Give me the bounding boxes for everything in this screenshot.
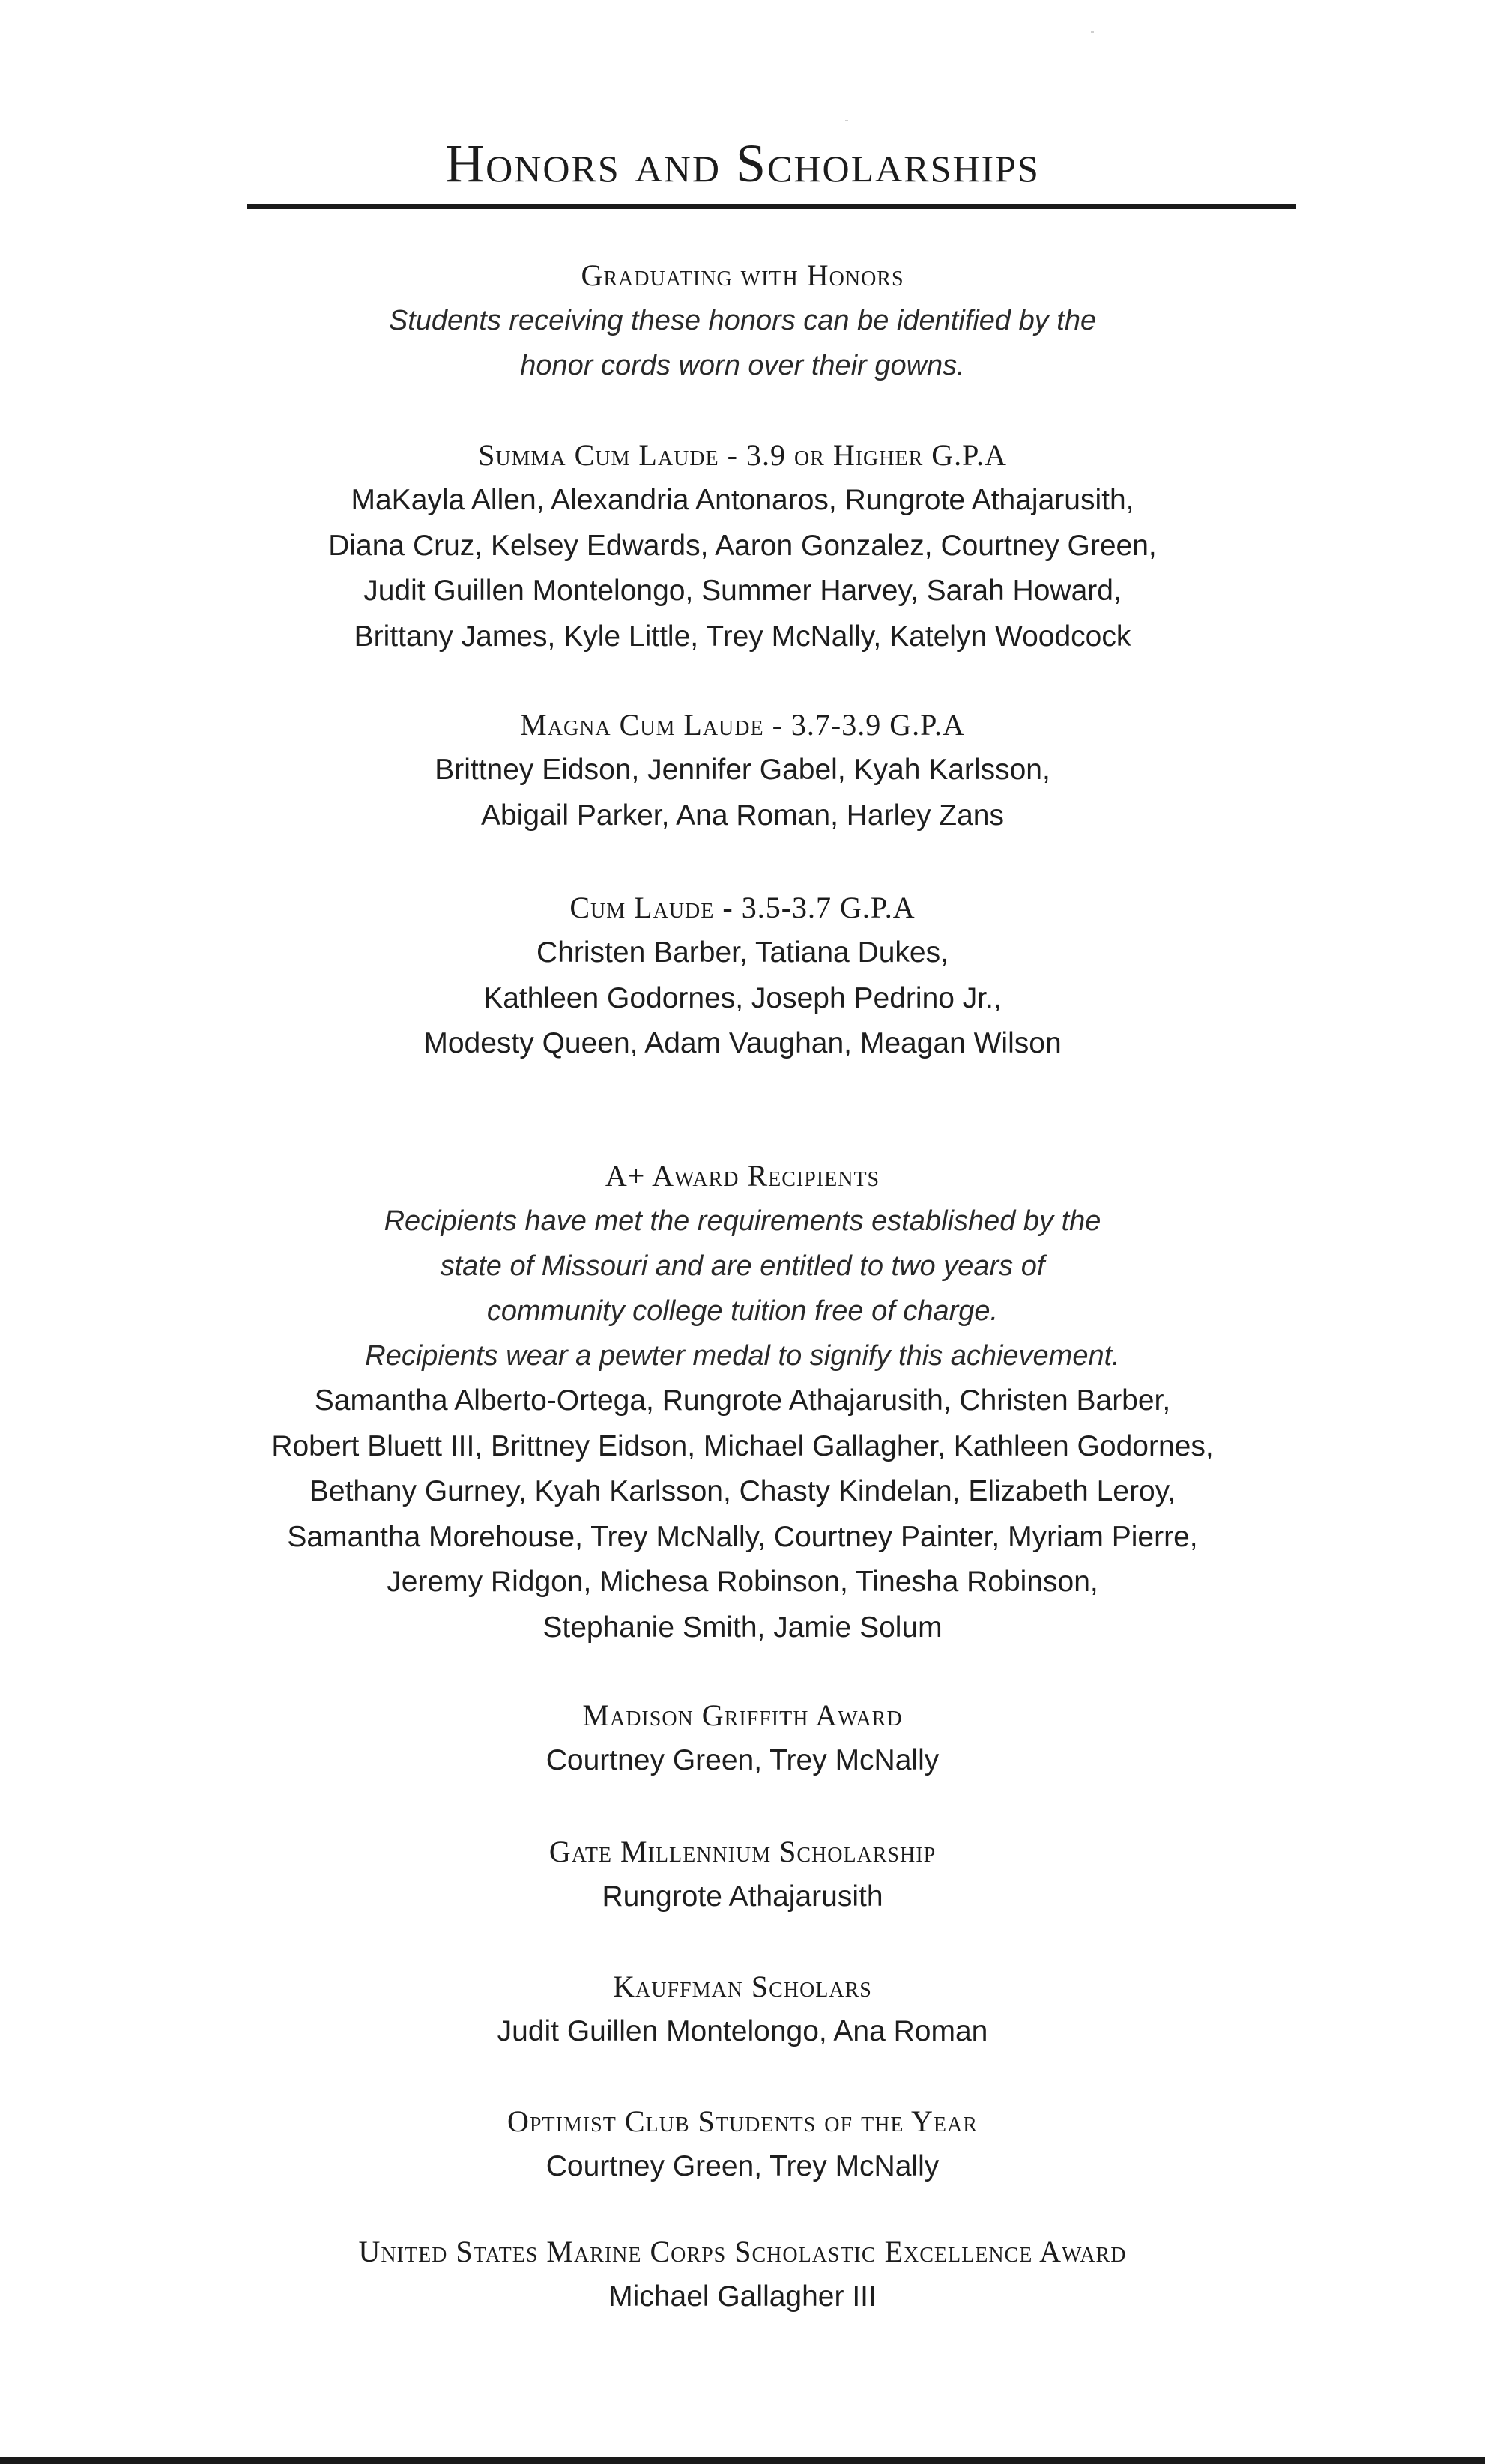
note-line: Students receiving these honors can be identified by the (388, 305, 1097, 336)
scan-speck (1091, 31, 1094, 33)
name-line: Modesty Queen, Adam Vaughan, Meagan Wilson (423, 1027, 1062, 1059)
usmc-heading: United States Marine Corps Scholastic Excellence Award (358, 2235, 1127, 2268)
note-line: community college tuition free of charge. (486, 1295, 999, 1327)
gate-names (187, 1874, 1298, 1920)
kauffman-section (187, 1964, 1298, 2055)
title-rule (247, 204, 1296, 209)
note-line: Recipients have met the requirements established by the (384, 1205, 1101, 1237)
name-line: Abigail Parker, Ana Roman, Harley Zans (480, 799, 1004, 832)
aplus-heading: A+ Award Recipients (605, 1159, 880, 1193)
magna-names (187, 748, 1298, 838)
optimist-names (187, 2144, 1298, 2190)
name-line: Stephanie Smith, Jamie Solum (542, 1611, 943, 1644)
name-line: MaKayla Allen, Alexandria Antonaros, Rungrote Athajarusith, (351, 484, 1134, 516)
usmc-section (187, 2230, 1298, 2320)
graduating-heading: Graduating with Honors (581, 258, 904, 292)
scan-edge-strip (0, 2457, 1485, 2464)
cum-laude-section (187, 886, 1298, 1067)
note-line: honor cords worn over their gowns. (520, 350, 965, 381)
summa-heading: Summa Cum Laude - 3.9 or Higher G.P.A (478, 438, 1007, 472)
usmc-names (187, 2274, 1298, 2320)
name-line: Brittney Eidson, Jennifer Gabel, Kyah Karlsson, (435, 754, 1050, 786)
graduating-section (187, 253, 1298, 388)
magna-section (187, 703, 1298, 838)
aplus-note (187, 1199, 1298, 1378)
optimist-section (187, 2099, 1298, 2190)
name-line: Courtney Green, Trey McNally (545, 2150, 940, 2182)
kauffman-heading: Kauffman Scholars (613, 1970, 872, 2003)
madison-section (187, 1693, 1298, 1784)
kauffman-names (187, 2009, 1298, 2055)
name-line: Kathleen Godornes, Joseph Pedrino Jr., (483, 981, 1002, 1014)
graduating-note (187, 298, 1298, 388)
cum-laude-names (187, 930, 1298, 1067)
name-line: Diana Cruz, Kelsey Edwards, Aaron Gonzalez, Courtney Green, (328, 529, 1157, 562)
madison-names (187, 1738, 1298, 1784)
name-line: Michael Gallagher III (608, 2280, 877, 2313)
optimist-heading: Optimist Club Students of the Year (507, 2104, 978, 2138)
name-line: Samantha Alberto-Ortega, Rungrote Athajarusith, Christen Barber, (314, 1384, 1171, 1417)
name-line: Robert Bluett III, Brittney Eidson, Michael Gallagher, Kathleen Godornes, (271, 1429, 1214, 1462)
gate-section (187, 1829, 1298, 1920)
scan-speck (845, 120, 848, 121)
name-line: Jeremy Ridgon, Michesa Robinson, Tinesha Robinson, (387, 1566, 1098, 1598)
cum-laude-heading: Cum Laude - 3.5-3.7 G.P.A (569, 891, 916, 924)
gate-heading: Gate Millennium Scholarship (548, 1835, 937, 1868)
madison-heading: Madison Griffith Award (582, 1698, 903, 1732)
summa-section (187, 433, 1298, 659)
name-line: Samantha Morehouse, Trey McNally, Courtney Painter, Myriam Pierre, (287, 1520, 1198, 1553)
aplus-section (187, 1154, 1298, 1650)
magna-heading: Magna Cum Laude - 3.7-3.9 G.P.A (520, 708, 965, 742)
name-line: Rungrote Athajarusith (602, 1880, 883, 1913)
name-line: Brittany James, Kyle Little, Trey McNally, Katelyn Woodcock (354, 620, 1131, 653)
name-line: Christen Barber, Tatiana Dukes, (536, 936, 949, 969)
note-line: state of Missouri and are entitled to two years of (440, 1250, 1045, 1282)
name-line: Judit Guillen Montelongo, Summer Harvey, Sarah Howard, (363, 575, 1122, 607)
name-line: Judit Guillen Montelongo, Ana Roman (497, 2015, 988, 2047)
aplus-names (187, 1378, 1298, 1650)
summa-names (187, 478, 1298, 659)
name-line: Courtney Green, Trey McNally (545, 1744, 940, 1776)
name-line: Bethany Gurney, Kyah Karlsson, Chasty Kindelan, Elizabeth Leroy, (309, 1475, 1176, 1507)
note-line: Recipients wear a pewter medal to signify this achievement. (365, 1340, 1120, 1372)
page-title: Honors and Scholarships (445, 133, 1040, 193)
